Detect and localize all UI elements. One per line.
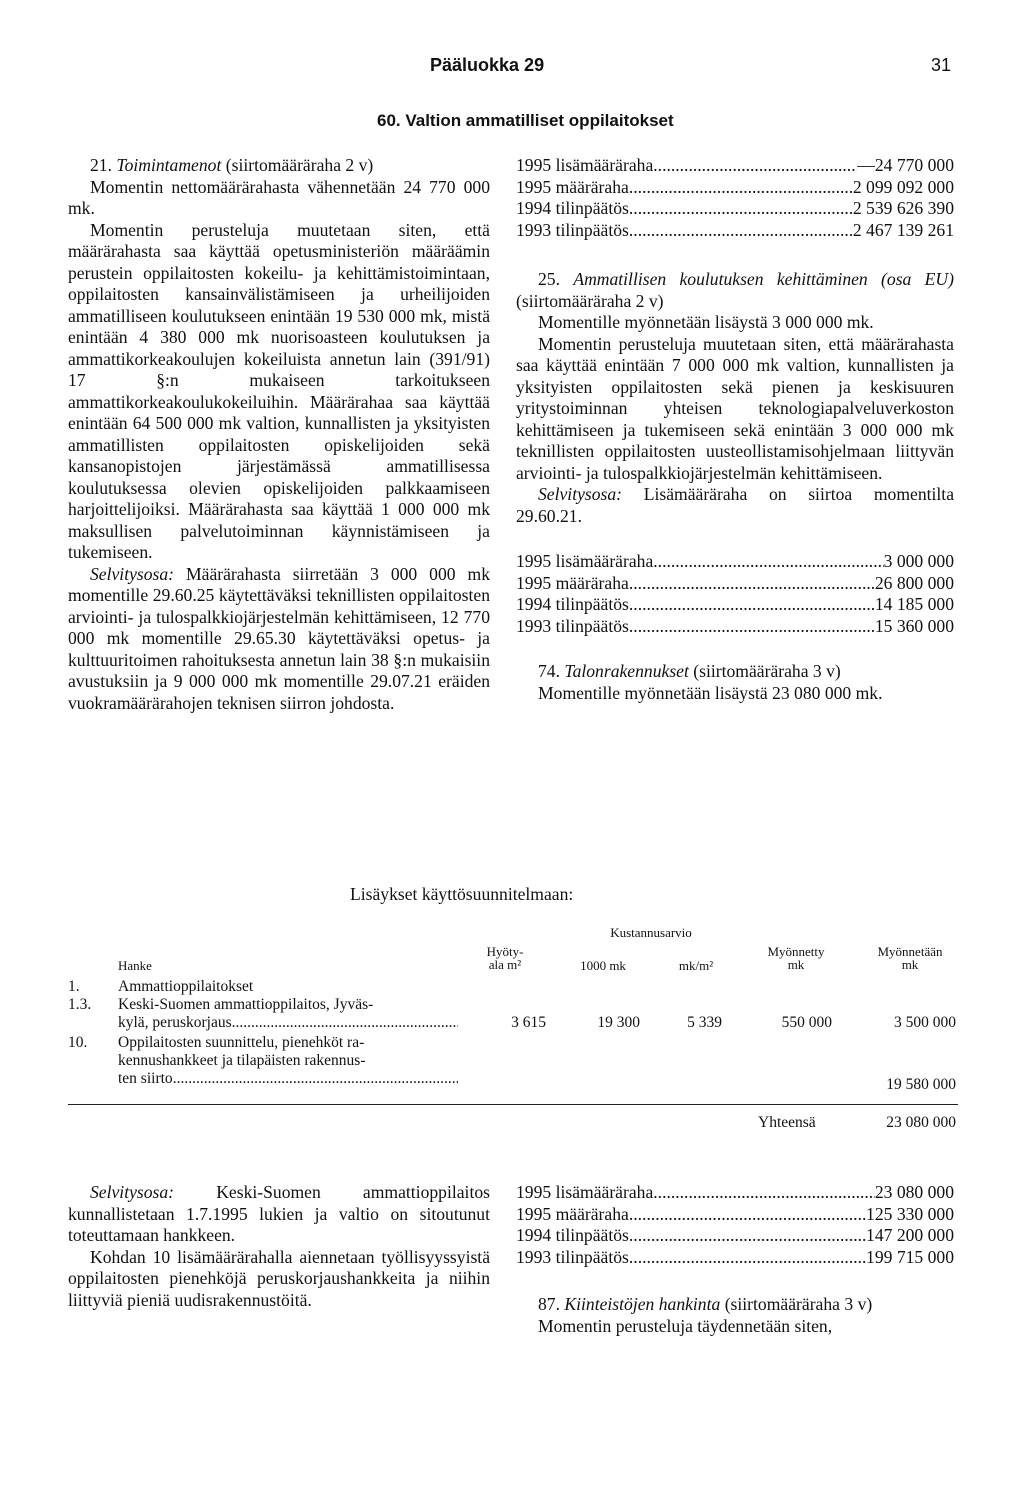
row-myonnetaan: 3 500 000 <box>894 1014 956 1031</box>
item-25-selvitys-text: Lisämääräraha on siirtoa momentilta 29.60.21. <box>516 484 955 526</box>
row-1000mk: 19 300 <box>597 1014 640 1031</box>
item-21-paragraph-2a: Momentin perusteluja muutetaan siten, että määrärahasta saa käyttää opetusministeriön määräämin perustein oppilaitosten kokeilu- ja kehittämistoimintaan, oppilaitosten kansainvälistämiseen ja urheilijoiden ammatilliseen koulutukseen enintään 19 530 000 mk, mistä enintään 4 380 000 mk nuorisoasteen koulutuksen ja ammattikorkeakoulujen kokeiluista annetun lain (391/91) 17 §:n mukaiseen tarkoitukseen ammattikorkeakoulukokeiluihin. <box>68 219 490 412</box>
header-myonnetty-line1: Myönnetty <box>767 944 825 959</box>
row-label: Oppilaitosten suunnittelu, pienehköt ra- <box>118 1034 365 1051</box>
figure-row: 1994 tilinpäätös ..... 14 185 000 <box>516 594 954 616</box>
table-title: Lisäykset käyttösuunnitelmaan: <box>350 884 574 904</box>
figure-row: 1995 määräraha ..... 26 800 000 <box>516 573 954 595</box>
item-25-selvitys-label: Selvitysosa: <box>538 484 623 504</box>
row-label: Ammattioppilaitokset <box>118 978 254 995</box>
item-87-number: 87. <box>538 1294 560 1314</box>
item-21-paragraph-2c: Määrärahasta saa käyttää 1 000 000 mk maksullisen palvelutoiminnan käynnistämiseen ja tukemiseen. <box>68 499 490 562</box>
item-25-paragraph-1: Momentille myönnetään lisäystä 3 000 000 mk. <box>538 312 874 332</box>
table-row <box>68 978 80 996</box>
left-column <box>68 155 490 714</box>
bottom-left-column <box>68 1182 490 1311</box>
figure-row: 1995 lisämääräraha ..... 3 000 000 <box>516 551 954 573</box>
header-hanke: Hanke <box>118 958 152 973</box>
row-label-leader: kylä, peruskorjaus ..... <box>118 1014 458 1032</box>
header-mkm2: mk/m² <box>678 958 714 973</box>
header-myonnetty-line2: mk <box>787 957 805 972</box>
figure-row: 1995 määräraha ..... 125 330 000 <box>516 1204 954 1226</box>
item-74-title: Talonrakennukset <box>564 661 689 681</box>
item-21-selvitys-text: Määrärahasta siirretään 3 000 000 mk momentille 29.60.25 käytettäväksi teknillisten oppilaitosten arviointi- ja tulospalkkiojärjestelmän kehittämiseen, 12 770 000 mk momentille 29.65.30 käytettäväksi opetus- ja kulttuuritoimen rahoituksesta annetun lain 38 §:n mukaisiin avustuksiin ja 9 000 000 mk momentille 29.07.21 eräiden vuokramäärärahojen teknisen siirron johdosta. <box>68 563 490 713</box>
figure-row: 1993 tilinpäätös ..... 2 467 139 261 <box>516 220 954 242</box>
row-number: 1.3. <box>68 996 92 1013</box>
total-label: Yhteensä <box>758 1114 816 1131</box>
row-myonnetaan: 19 580 000 <box>886 1076 956 1093</box>
bottom-left-paragraph-2: Kohdan 10 lisämäärärahalla aiennetaan työllisyyssyistä oppilaitosten pienehköjä peruskorjaushankkeita ja niihin liittyviä pieniä uudisrakennustöitä. <box>68 1246 490 1310</box>
figures-item-74 <box>516 1182 954 1268</box>
header-1000mk: 1000 mk <box>580 958 626 973</box>
item-25-paragraph-2: Momentin perusteluja muutetaan siten, että määrärahasta saa käyttää enintään 7 000 000 mk valtion, kunnallisten ja yksityisten oppilaitosten sekä pienen ja keskisuuren yritystoiminnan yhteisen teknologiapalveluverkoston kehittämiseen ja tukemiseen sekä enintään 3 000 000 mk teknillisten oppilaitosten uusteollistamisohjelmaan liittyvän arviointi- ja tulospalkkiojärjestelmän kehittämiseen. <box>516 333 954 483</box>
total-value: 23 080 000 <box>886 1114 956 1131</box>
item-21-number: 21. <box>90 155 112 175</box>
row-label-line2: kennushankkeet ja tilapäisten rakennus- <box>118 1052 366 1069</box>
item-87-paragraph: Momentin perusteluja täydennetään siten, <box>538 1315 833 1336</box>
bottom-selvitys-text: Keski-Suomen ammattioppilaitos kunnallistetaan 1.7.1995 lukien ja valtio on sitoutunut toteuttamaan hankkeen. <box>68 1182 490 1245</box>
item-21-suffix: (siirtomääräraha 2 v) <box>225 155 374 175</box>
header-myonnetaan-line2: mk <box>901 957 919 972</box>
row-label: Keski-Suomen ammattioppilaitos, Jyväs- <box>118 996 374 1013</box>
row-myonnetty: 550 000 <box>781 1014 832 1031</box>
figures-item-21 <box>516 155 954 241</box>
figures-item-25 <box>516 551 954 637</box>
header-myonnetaan-line1: Myönnetään <box>877 944 943 959</box>
item-87-title: Kiinteistöjen hankinta <box>564 1294 721 1314</box>
table-divider <box>68 1104 958 1105</box>
item-25-suffix: (siirtomääräraha 2 v) <box>516 290 664 311</box>
item-21-title: Toimintamenot <box>116 155 222 175</box>
header-kustannusarvio: Kustannusarvio <box>610 925 692 940</box>
item-25-title: Ammatillisen koulutuksen kehittäminen (osa EU) <box>573 269 954 289</box>
header-hyoty-line2: ala m² <box>488 957 522 972</box>
row-mkm2: 5 339 <box>687 1014 722 1031</box>
page-number: 31 <box>931 55 952 75</box>
right-column <box>516 155 954 704</box>
figure-row: 1995 määräraha ..... 2 099 092 000 <box>516 177 954 199</box>
figure-row: 1995 lisämääräraha ..... —24 770 000 <box>516 155 954 177</box>
figure-row: 1994 tilinpäätös ..... 2 539 626 390 <box>516 198 954 220</box>
item-25-number: 25. <box>538 269 560 289</box>
row-number: 1. <box>68 978 80 995</box>
section-title: 60. Valtion ammatilliset oppilaitokset <box>377 111 674 130</box>
item-21-paragraph-1: Momentin nettomäärärahasta vähennetään 24 770 000 mk. <box>68 176 490 218</box>
item-21-paragraph-2b: Määrärahaa saa käyttää enintään 64 500 000 mk valtion, kunnallisten ja yksityisten ammatillisten oppilaitosten opiskelijoiden sekä kansanopistojen järjestämässä ammatillisessa koulutuksessa olevien opiskelijoiden palkkaamiseen harjoittelijoiksi. <box>68 391 490 519</box>
running-header: Pääluokka 29 <box>430 55 545 75</box>
item-74-paragraph: Momentille myönnetään lisäystä 23 080 000 mk. <box>538 682 883 703</box>
item-21-selvitys-label: Selvitysosa: <box>90 563 175 584</box>
row-label-leader: ten siirto ..... <box>118 1070 458 1088</box>
item-74-number: 74. <box>538 661 560 681</box>
bottom-right-column <box>516 1182 954 1337</box>
figure-row: 1993 tilinpäätös ..... 199 715 000 <box>516 1247 954 1269</box>
figure-row: 1995 lisämääräraha ..... 23 080 000 <box>516 1182 954 1204</box>
row-hyoty: 3 615 <box>511 1014 546 1031</box>
figure-row: 1994 tilinpäätös ..... 147 200 000 <box>516 1225 954 1247</box>
header-hyoty-line1: Hyöty- <box>486 944 524 959</box>
item-87-suffix: (siirtomääräraha 3 v) <box>724 1294 873 1314</box>
item-74-suffix: (siirtomääräraha 3 v) <box>693 661 841 681</box>
bottom-selvitys-label: Selvitysosa: <box>90 1182 175 1202</box>
figure-row: 1993 tilinpäätös ..... 15 360 000 <box>516 616 954 638</box>
row-number: 10. <box>68 1034 88 1051</box>
